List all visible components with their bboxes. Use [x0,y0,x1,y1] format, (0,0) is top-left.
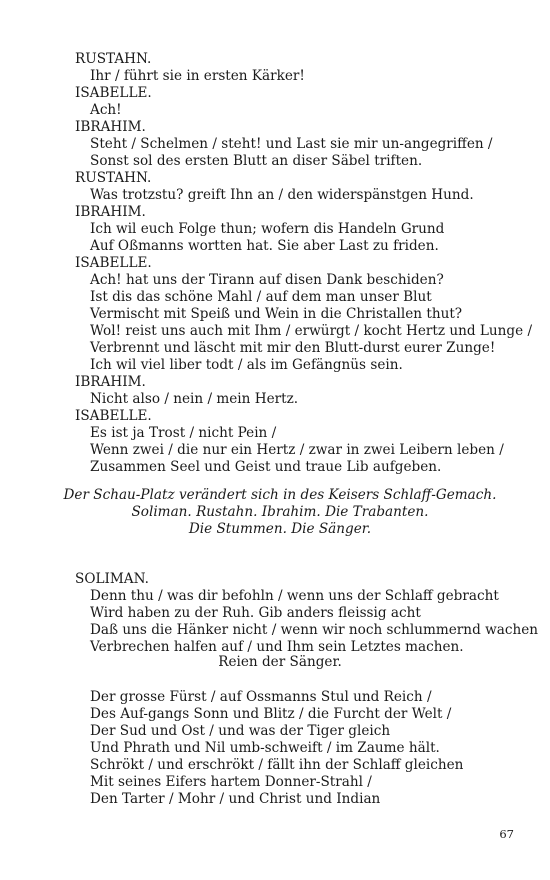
speaker-name: IBRAHIM. [75,204,146,220]
verse-line: Zusammen Seel und Geist und traue Lib aufgeben. [90,459,442,475]
verse-line: Des Auf-gangs Sonn und Blitz / die Furcht der Welt / [90,706,452,722]
verse-line: Verbrennt und läscht mit mir den Blutt-durst eurer Zunge! [90,340,496,356]
verse-line: Ich wil euch Folge thun; wofern dis Handeln Grund [90,221,445,237]
verse-line: Mit seines Eifers hartem Donner-Strahl / [90,774,372,790]
reien-heading: Reien der Sänger. [218,654,342,670]
speaker-name: RUSTAHN. [75,51,152,67]
speaker-name: ISABELLE. [75,408,152,424]
reien-verse [75,689,515,808]
verse-line: Vermischt mit Speiß und Wein in die Christallen thut? [90,306,463,322]
verse-line: Auf Oßmanns wortten hat. Sie aber Last zu friden. [90,238,439,254]
verse-line: Sonst sol des ersten Blutt an diser Säbel triften. [90,153,423,169]
verse-line: Ist dis das schöne Mahl / auf dem man unser Blut [90,289,432,305]
verse-line: Ach! [90,102,122,118]
stage-direction-line: Die Stummen. Die Sänger. [188,521,372,537]
soliman-speech [75,571,538,656]
stage-direction-line: Soliman. Rustahn. Ibrahim. Die Trabanten. [131,504,429,520]
verse-line: Wird haben zu der Ruh. Gib anders fleissig acht [90,605,421,621]
verse-line: Was trotzstu? greift Ihn an / den widerspänstgen Hund. [90,187,474,203]
stage-direction-line: Der Schau-Platz verändert sich in des Keisers Schlaff-Gemach. [63,487,497,503]
verse-line: Steht / Schelmen / steht! und Last sie mir un-angegriffen / [90,136,493,152]
verse-line: Und Phrath und Nil umb-schweift / im Zaume hält. [90,740,440,756]
verse-line: Wol! reist uns auch mit Ihm / erwürgt / kocht Hertz und Lunge / [90,323,533,339]
verse-line: Ich wil viel liber todt / als im Gefängnüs sein. [90,357,403,373]
verse-line: Verbrechen halfen auf / und Ihm sein Letztes machen. [90,639,464,655]
speaker-name: IBRAHIM. [75,119,146,135]
speaker-name: ISABELLE. [75,255,152,271]
page-number: 67 [499,827,514,841]
speaker-name: RUSTAHN. [75,170,152,186]
verse-line: Es ist ja Trost / nicht Pein / [90,425,277,441]
verse-line: Der grosse Fürst / auf Ossmanns Stul und Reich / [90,689,432,705]
speaker-name: IBRAHIM. [75,374,146,390]
verse-line: Daß uns die Hänker nicht / wenn wir noch schlummernd wachen [90,622,538,638]
verse-line: Nicht also / nein / mein Hertz. [90,391,299,407]
dialogue-section [75,51,533,476]
verse-line: Der Sud und Ost / und was der Tiger gleich [90,723,391,739]
verse-line: Wenn zwei / die nur ein Hertz / zwar in zwei Leibern leben / [90,442,504,458]
verse-line: Ihr / führt sie in ersten Kärker! [90,68,305,84]
verse-line: Den Tarter / Mohr / und Christ und Indian [90,791,381,807]
speaker-name: SOLIMAN. [75,571,149,587]
speaker-name: ISABELLE. [75,85,152,101]
verse-line: Ach! hat uns der Tirann auf disen Dank beschiden? [90,272,444,288]
stage-direction [60,487,500,538]
verse-line: Schrökt / und erschrökt / fällt ihn der Schlaff gleichen [90,757,464,773]
verse-line: Denn thu / was dir befohln / wenn uns der Schlaff gebracht [90,588,499,604]
